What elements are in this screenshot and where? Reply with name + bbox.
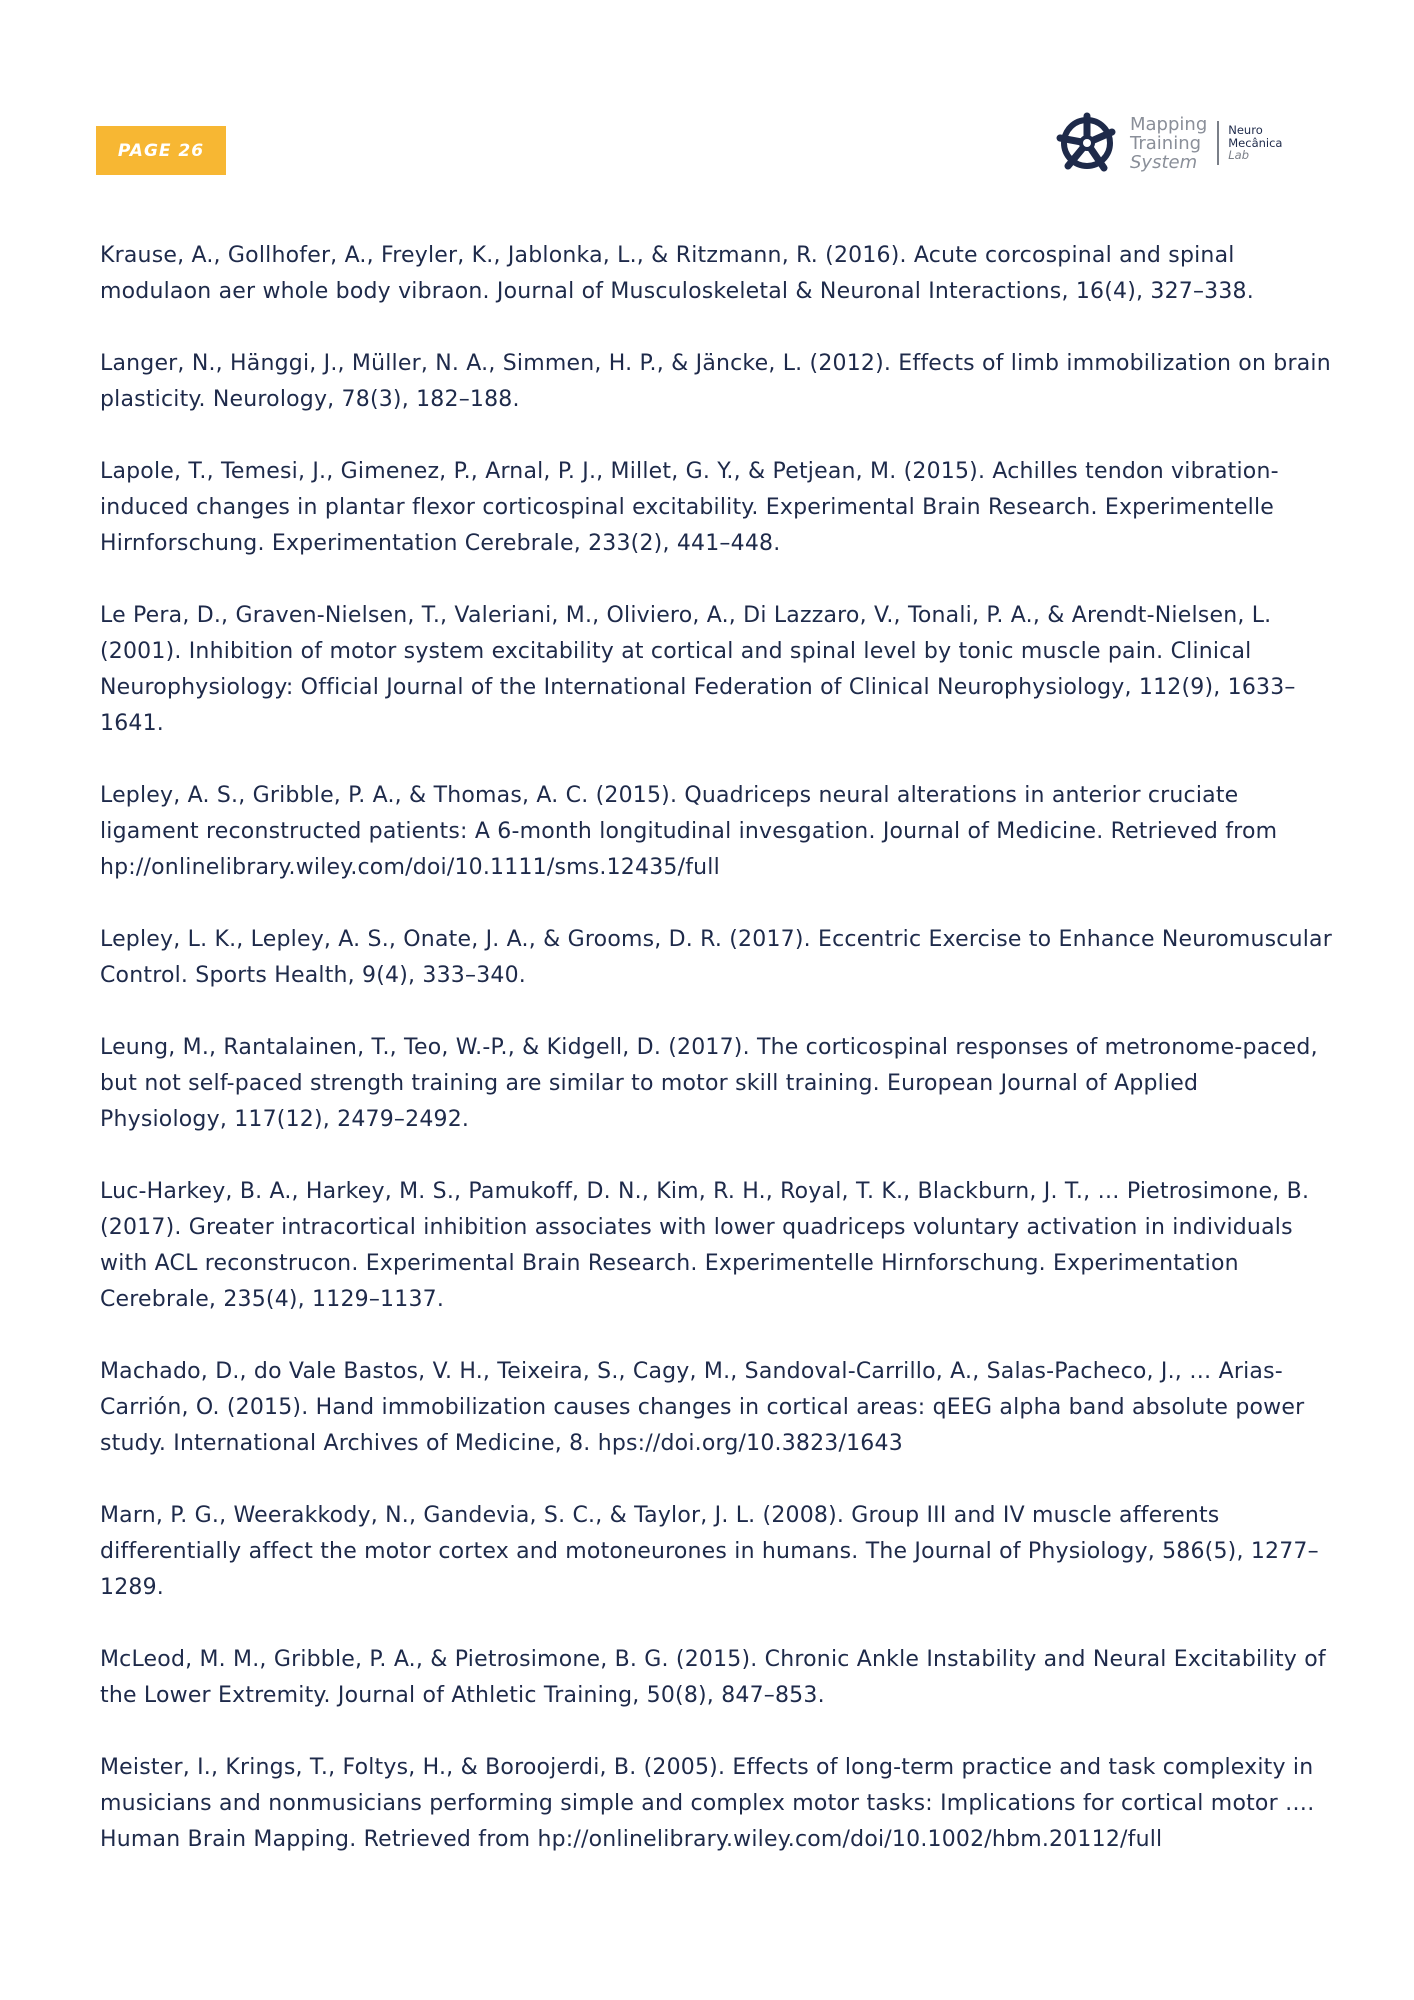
brand-logo-icon [1054, 110, 1120, 176]
brand-name-line1: Mapping [1130, 113, 1208, 135]
lab-name-line1: Neuro [1228, 123, 1263, 138]
brand-logo [1054, 110, 1326, 176]
brand-name-line2: Training [1130, 132, 1202, 154]
page-number-label: PAGE 26 [117, 140, 205, 161]
reference-entry: Luc-Harkey, B. A., Harkey, M. S., Pamukoff, D. N., Kim, R. H., Royal, T. K., Blackburn, J. T., … Pietrosimone, B. (2017). Greater intracortical inhibition associates with lower quadriceps voluntary activation in individuals with ACL reconstrucon. Experimental Brain Research. Experimentelle Hirnforschung. Experimentation Cerebrale, 235(4), 1129–1137. [100, 1179, 1310, 1312]
reference-list [100, 238, 1332, 1894]
reference-entry: Lepley, L. K., Lepley, A. S., Onate, J. A., & Grooms, D. R. (2017). Eccentric Exercise to Enhance Neuromuscular Control. Sports Health, 9(4), 333–340. [100, 927, 1332, 988]
brand-name-line3: System [1130, 151, 1198, 173]
brand-name [1130, 115, 1207, 172]
reference-entry: Langer, N., Hänggi, J., Müller, N. A., Simmen, H. P., & Jäncke, L. (2012). Effects of limb immobilization on brain plasticity. Neurology, 78(3), 182–188. [100, 351, 1331, 412]
page-number-badge [96, 126, 226, 175]
lab-name-line3: Lab [1228, 148, 1250, 163]
reference-entry: Machado, D., do Vale Bastos, V. H., Teixeira, S., Cagy, M., Sandoval-Carrillo, A., Salas-Pacheco, J., … Arias-Carrión, O. (2015). Hand immobilization causes changes in cortical areas: qEEG alpha band absolute power study. International Archives of Medicine, 8. hps://doi.org/10.3823/1643 [100, 1359, 1305, 1456]
reference-entry: Lapole, T., Temesi, J., Gimenez, P., Arnal, P. J., Millet, G. Y., & Petjean, M. (2015). Achilles tendon vibration-induced changes in plantar flexor corticospinal excitability. Experimental Brain Research. Experimentelle Hirnforschung. Experimentation Cerebrale, 233(2), 441–448. [100, 459, 1279, 556]
reference-entry: McLeod, M. M., Gribble, P. A., & Pietrosimone, B. G. (2015). Chronic Ankle Instability and Neural Excitability of the Lower Extremity. Journal of Athletic Training, 50(8), 847–853. [100, 1647, 1326, 1708]
reference-entry: Krause, A., Gollhofer, A., Freyler, K., Jablonka, L., & Ritzmann, R. (2016). Acute corcospinal and spinal modulaon aer whole body vibraon. Journal of Musculoskeletal & Neuronal Interactions, 16(4), 327–338. [100, 243, 1254, 304]
reference-entry: Leung, M., Rantalainen, T., Teo, W.-P., & Kidgell, D. (2017). The corticospinal responses of metronome-paced, but not self-paced strength training are similar to motor skill training. European Journal of Applied Physiology, 117(12), 2479–2492. [100, 1035, 1318, 1132]
brand-divider [1217, 121, 1219, 165]
lab-name [1228, 124, 1282, 162]
reference-entry: Le Pera, D., Graven-Nielsen, T., Valeriani, M., Oliviero, A., Di Lazzaro, V., Tonali, P. A., & Arendt-Nielsen, L. (2001). Inhibition of motor system excitability at cortical and spinal level by tonic muscle pain. Clinical Neurophysiology: Official Journal of the International Federation of Clinical Neurophysiology, 112(9), 1633–1641. [100, 603, 1296, 736]
lab-name-line2: Mecânica [1228, 135, 1283, 150]
reference-entry: Meister, I., Krings, T., Foltys, H., & Boroojerdi, B. (2005). Effects of long-term practice and task complexity in musicians and nonmusicians performing simple and complex motor tasks: Implications for cortical motor …. Human Brain Mapping. Retrieved from hp://onlinelibrary.wiley.com/doi/10.1002/hbm.20112/full [100, 1755, 1315, 1852]
reference-entry: Lepley, A. S., Gribble, P. A., & Thomas, A. C. (2015). Quadriceps neural alterations in anterior cruciate ligament reconstructed patients: A 6-month longitudinal invesgation. Journal of Medicine. Retrieved from hp://onlinelibrary.wiley.com/doi/10.1111/sms.12435/full [100, 783, 1278, 880]
reference-entry: Marn, P. G., Weerakkody, N., Gandevia, S. C., & Taylor, J. L. (2008). Group III and IV muscle afferents differentially affect the motor cortex and motoneurones in humans. The Journal of Physiology, 586(5), 1277–1289. [100, 1503, 1319, 1600]
